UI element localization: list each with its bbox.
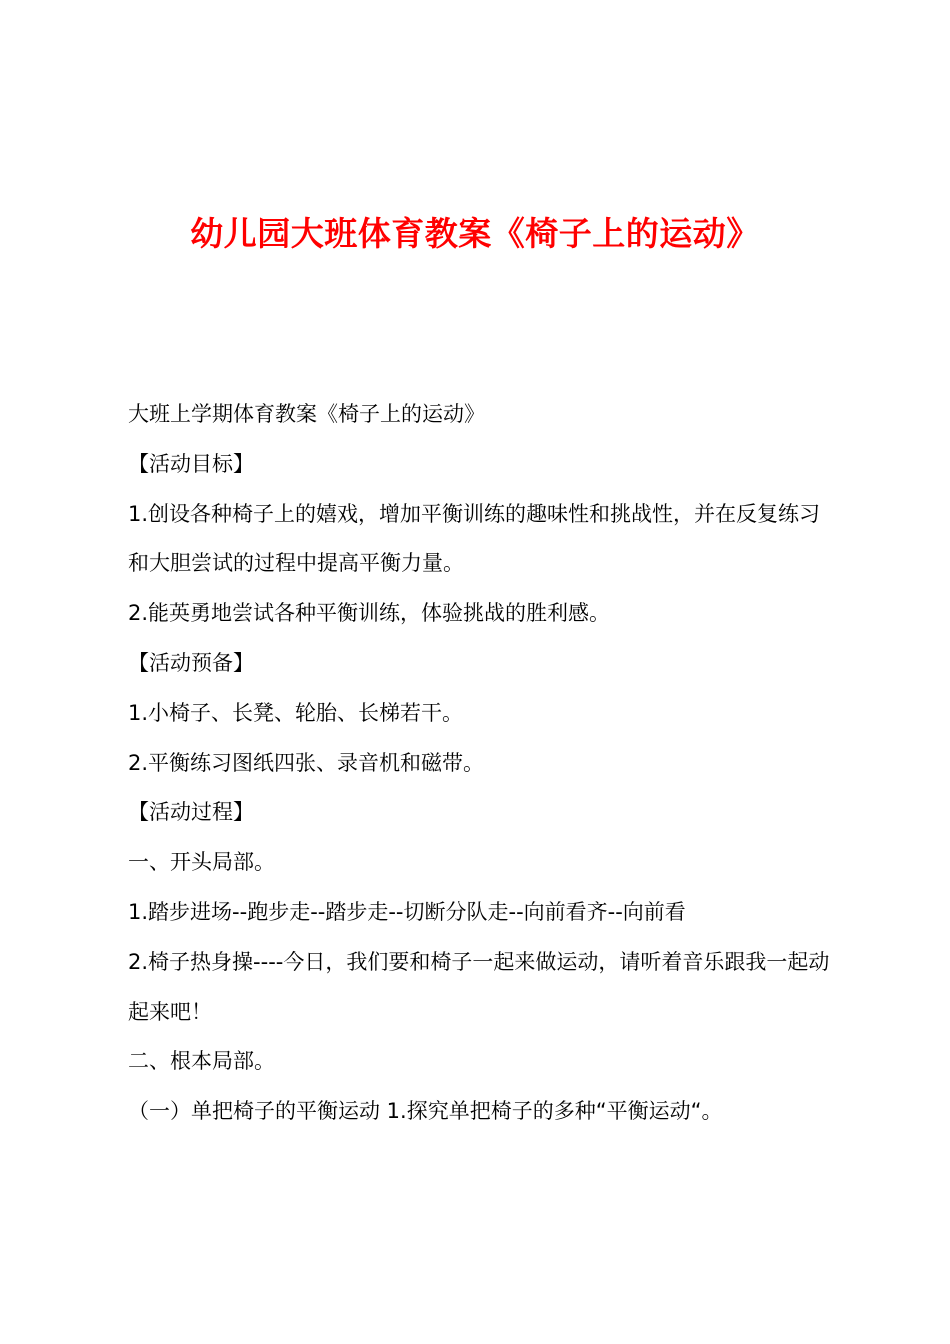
goal-item-1: 1.创设各种椅子上的嬉戏，增加平衡训练的趣味性和挑战性，并在反复练习和大胆尝试的过程中提高平衡力量。 xyxy=(128,501,821,576)
section-heading-process: 【活动过程】 xyxy=(128,800,254,825)
process-part-heading-2: 二、根本局部。 xyxy=(128,1049,275,1074)
process-item-2: 2.椅子热身操----今日，我们要和椅子一起来做运动，请听着音乐跟我一起动起来吧！ xyxy=(128,949,830,1024)
process-part-heading-1: 一、开头局部。 xyxy=(128,850,275,875)
goal-item-2: 2.能英勇地尝试各种平衡训练，体验挑战的胜利感。 xyxy=(128,601,611,626)
document-body xyxy=(128,390,834,1137)
subtitle-paragraph: 大班上学期体育教案《椅子上的运动》 xyxy=(128,402,485,426)
preparation-item-1: 1.小椅子、长凳、轮胎、长梯若干。 xyxy=(128,700,464,725)
process-item-1: 1.踏步进场--跑步走--踏步走--切断分队走--向前看齐--向前看 xyxy=(128,899,686,924)
section-heading-goals: 【活动目标】 xyxy=(128,451,254,476)
preparation-item-2: 2.平衡练习图纸四张、录音机和磁带。 xyxy=(128,750,485,775)
document-title: 幼儿园大班体育教案《椅子上的运动》 xyxy=(190,214,760,253)
section-heading-preparation: 【活动预备】 xyxy=(128,650,254,675)
process-subsection-1: （一）单把椅子的平衡运动 1.探究单把椅子的多种“平衡运动“。 xyxy=(128,1099,723,1124)
